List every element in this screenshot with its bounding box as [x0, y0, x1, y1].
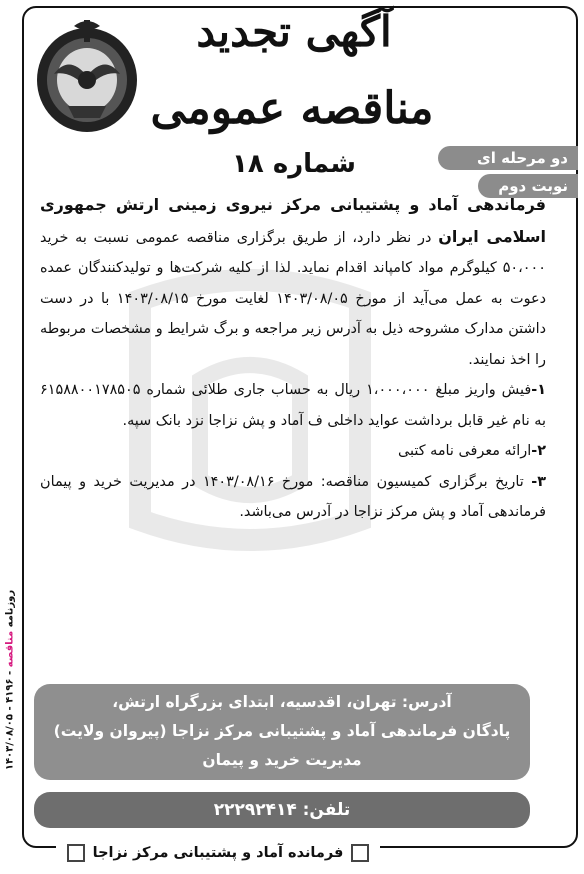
caption-prefix: روزنامه [4, 589, 16, 628]
intro-text: در نظر دارد، از طریق برگزاری مناقصه عمومی نسبت به خرید ۵۰،۰۰۰ کیلوگرم مواد کامپاند اقدام نماید. لذا از کلیه شرکت‌ها و تولیدکنندگان عمده دعوت به عمل می‌آید از مورخ ۱۴۰۳/۰۸/۰۵ لغایت مورخ ۱۴۰۳/۰۸/۱۵ با در دست داشتن مدارک مشروحه ذیل به آدرس زیر مراجعه و برگ شرایط و مشخصات مربوطه را اخذ نمایند. [40, 229, 546, 368]
address-line-1: آدرس: تهران، اقدسیه، ابتدای بزرگراه ارتش، [112, 693, 452, 711]
intro-paragraph [40, 190, 546, 375]
item-3-number: ۳- [531, 473, 546, 490]
notice-title-public-tender: مناقصه عمومی [150, 83, 434, 134]
address-line-3: مدیریت خرید و پیمان [202, 751, 362, 769]
item-3-text: تاریخ برگزاری کمیسیون مناقصه: مورخ ۱۴۰۳/۰۸/۱۶ در مدیریت خرید و پیمان فرماندهی آماد و پش مرکز نزاجا در آدرس می‌باشد. [40, 473, 546, 520]
square-bullet-icon [351, 844, 369, 862]
notice-number: شماره ۱۸ [232, 149, 356, 179]
address-box [34, 684, 530, 780]
address-line-2: پادگان فرماندهی آماد و پشتیبانی مرکز نزاجا (پیروان ولایت) [53, 722, 511, 740]
newspaper-side-caption [2, 520, 18, 840]
caption-issue-date: - ۴۱۹۶ - ۱۴۰۳/۰۸/۰۵ [4, 670, 16, 771]
requirement-item-3 [40, 467, 546, 528]
requirement-item-1 [40, 375, 546, 436]
signature-footer [56, 840, 380, 866]
item-2-number: ۲- [531, 443, 546, 459]
notice-body [40, 190, 546, 528]
item-2-text: ارائه معرفی نامه کتبی [398, 443, 532, 459]
phone-box: تلفن: ۲۲۲۹۲۴۱۴ [34, 792, 530, 828]
publication-round-tag: نوبت دوم [478, 174, 578, 198]
caption-brand: مناقصه [4, 630, 16, 668]
item-1-number: ۱- [531, 382, 546, 398]
tender-stage-tag: دو مرحله ای [438, 146, 578, 170]
item-1-text: فیش واریز مبلغ ۱،۰۰۰،۰۰۰ ریال به حساب جاری طلائی شماره ۶۱۵۸۸۰۰۱۷۸۵۰۵ به نام غیر قابل برداشت عواید داخلی ف آماد و پش نزاجا نزد بانک سپه. [40, 382, 546, 429]
signatory: فرمانده آماد و پشتیبانی مرکز نزاجا [92, 845, 344, 861]
issuer-name: فرماندهی آماد و پشتیبانی مرکز نیروی زمینی ارتش جمهوری اسلامی ایران [40, 195, 546, 246]
notice-title-renewal: آگهی تجدید [196, 7, 392, 56]
square-bullet-icon [67, 844, 85, 862]
requirement-item-2 [40, 436, 546, 467]
